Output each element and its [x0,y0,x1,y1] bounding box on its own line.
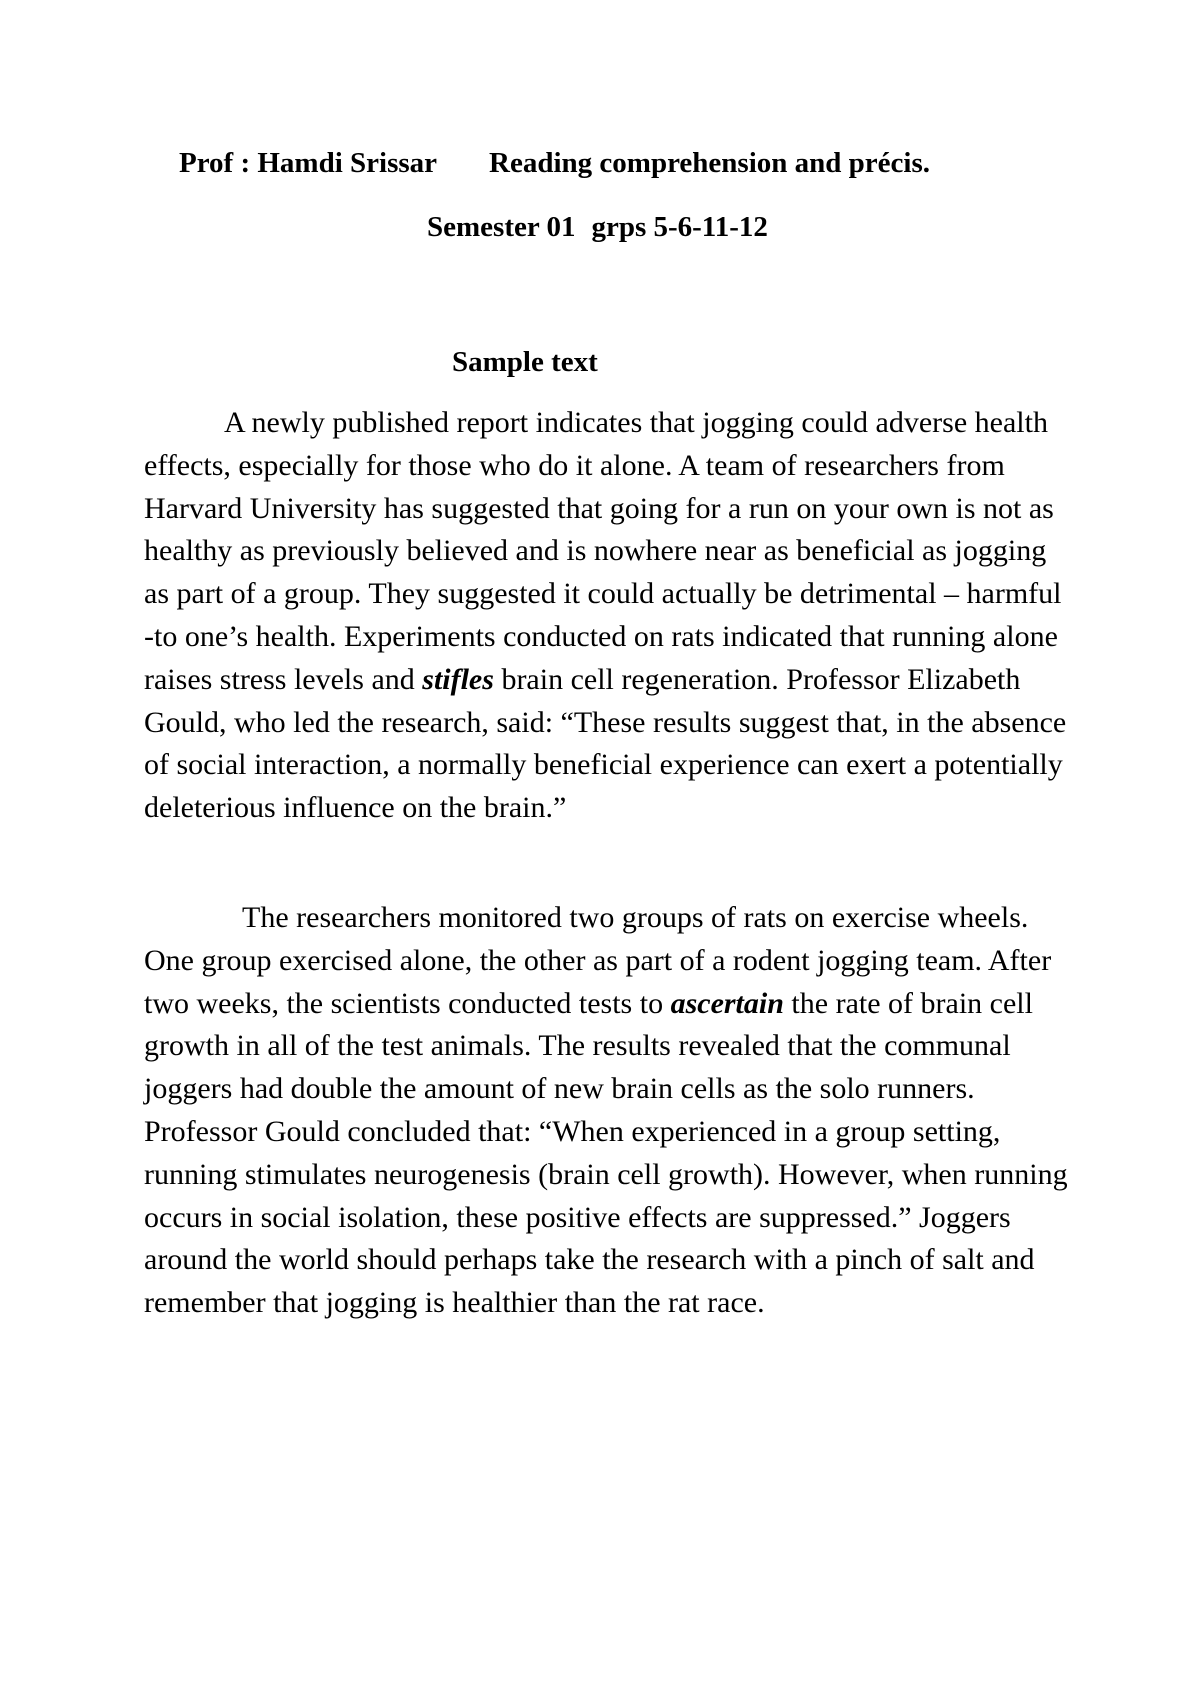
emphasized-word-stifles: stifles [422,662,494,696]
paragraph-1-text-a: A newly published report indicates that jogging could adverse health effects, especially for those who do it alone. A team of researchers from Harvard University has suggested that going for a run on your own is not as healthy as previously believed and is nowhere near as beneficial as jogging as part of a group. They suggested it could actually be detrimental – harmful -to one’s health. Experiments conducted on rats indicated that running alone raises stress levels and [144,406,1062,696]
paragraph-2-text-a: The researchers monitored two groups of rats on exercise wheels. One group exercised alone, the other as part of a rodent jogging team. After two weeks, the scientists conducted tests to [144,901,1052,1020]
professor-name: Prof : Hamdi Srissar [179,147,438,179]
groups-label: grps 5-6-11-12 [591,211,768,243]
header-line-2 [427,211,768,244]
semester-label: Semester 01 [427,211,576,243]
paragraph-1 [144,402,1074,830]
document-title: Sample text [452,346,598,378]
paragraph-2-text-b: the rate of brain cell growth in all of the test animals. The results revealed that the communal joggers had double the amount of new brain cells as the solo runners. Professor Gould concluded that: “When experienced in a group setting, running stimulates neurogenesis (brain cell growth). However, when running occurs in social isolation, these positive effects are suppressed.” Joggers around the world should perhaps take the research with a pinch of salt and remember that jogging is healthier than the rat race. [144,986,1068,1320]
emphasized-word-ascertain: ascertain [670,986,784,1020]
paragraph-1-text-b: brain cell regeneration. Professor Elizabeth Gould, who led the research, said: “These results suggest that, in the absence of social interaction, a normally beneficial experience can exert a potentially deleterious influence on the brain.” [144,662,1067,825]
paragraph-2 [144,897,1074,1325]
course-title: Reading comprehension and précis. [489,147,930,179]
header-line-1 [179,147,930,180]
